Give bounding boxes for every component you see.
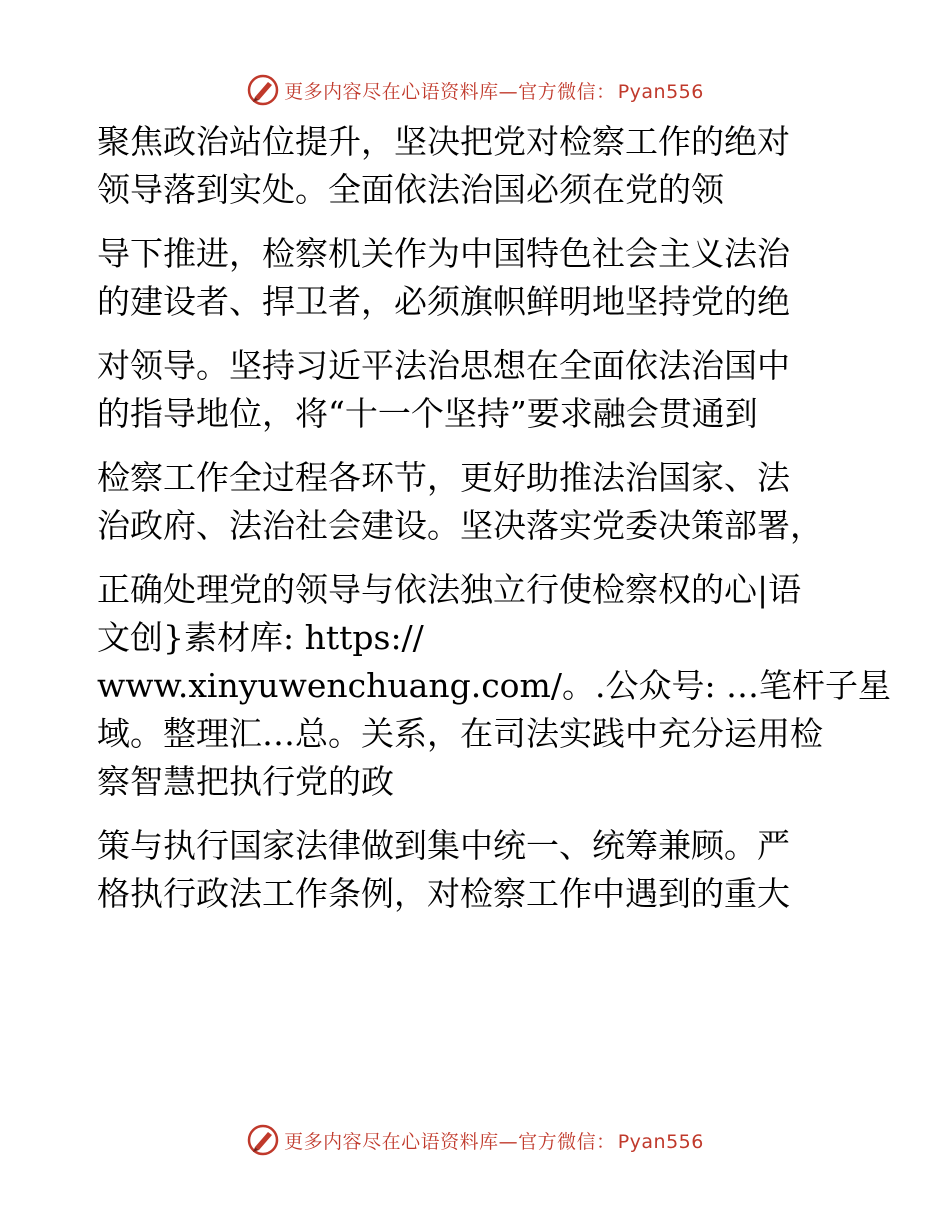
text-line: 的指导地位，将“十一个坚持”要求融会贯通到: [97, 394, 758, 433]
document-body: [97, 118, 892, 918]
paragraph-3: [97, 342, 857, 438]
watermark-wechat-account: Pyan556: [617, 1130, 704, 1153]
watermark-text: [284, 77, 704, 104]
paragraph-2: [97, 230, 857, 326]
text-line: www.xinyuwenchuang.com/。.公众号: …笔杆子星: [97, 666, 892, 705]
watermark-wechat-label: 官方微信：: [518, 80, 616, 103]
text-line: 格执行政法工作条例，对检察工作中遇到的重大: [97, 874, 790, 913]
watermark-dash: —: [498, 1130, 519, 1153]
text-line: 治政府、法治社会建设。坚决落实党委决策部署，: [97, 506, 823, 545]
watermark-text: [284, 1127, 704, 1154]
text-line: 导下推进，检察机关作为中国特色社会主义法治: [97, 234, 790, 273]
header-watermark: [0, 70, 950, 110]
text-line: 策与执行国家法律做到集中统一、统筹兼顾。严: [97, 826, 790, 865]
text-line: 文创}素材库: https://: [97, 618, 424, 657]
text-line: 察智慧把执行党的政: [97, 762, 394, 801]
paragraph-4: [97, 454, 857, 550]
text-line: 对领导。坚持习近平法治思想在全面依法治国中: [97, 346, 790, 385]
text-line: 聚焦政治站位提升，坚决把党对检察工作的绝对: [97, 122, 790, 161]
text-line: 检察工作全过程各环节，更好助推法治国家、法: [97, 458, 790, 497]
watermark-wechat-label: 官方微信：: [518, 1130, 616, 1153]
text-line: 域。整理汇…总。关系，在司法实践中充分运用检: [97, 714, 823, 753]
watermark-site-name: 更多内容尽在心语资料库: [284, 80, 499, 103]
watermark-wechat-account: Pyan556: [617, 80, 704, 103]
paragraph-1: [97, 118, 857, 214]
text-line: 正确处理党的领导与依法独立行使检察权的心|语: [97, 570, 802, 609]
text-line: 的建设者、捍卫者，必须旗帜鲜明地坚持党的绝: [97, 282, 790, 321]
footer-watermark: [0, 1120, 950, 1160]
paragraph-6: [97, 822, 857, 918]
watermark-dash: —: [498, 80, 519, 103]
text-line: 领导落到实处。全面依法治国必须在党的领: [97, 170, 724, 209]
watermark-site-name: 更多内容尽在心语资料库: [284, 1130, 499, 1153]
pen-logo-icon: [246, 73, 280, 107]
pen-logo-icon: [246, 1123, 280, 1157]
paragraph-5: [97, 566, 892, 806]
